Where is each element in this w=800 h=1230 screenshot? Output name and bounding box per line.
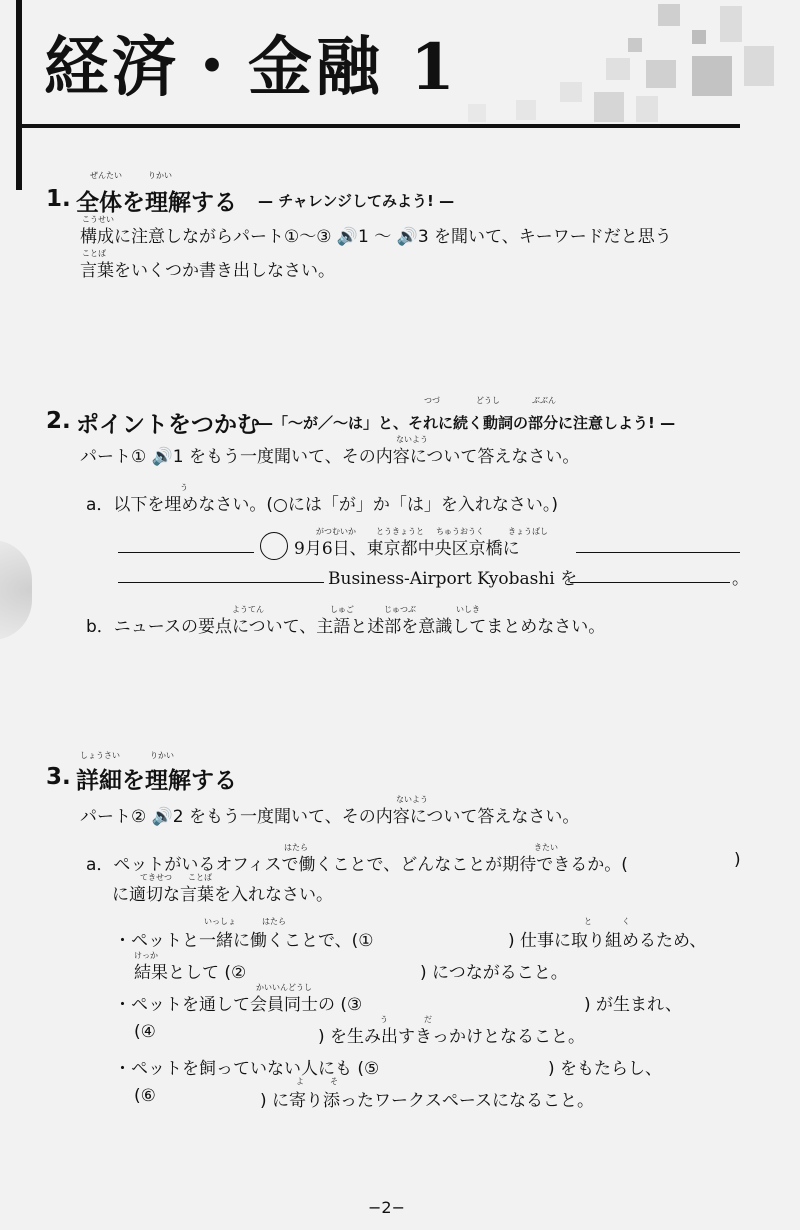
header-rule (16, 124, 740, 128)
section-title: 詳細を理解する (76, 768, 237, 794)
ruby: てきせつ (140, 873, 172, 882)
ruby: ぜんたい (90, 171, 122, 180)
blank-line[interactable] (570, 582, 730, 583)
particle-circle-blank[interactable] (260, 532, 288, 560)
ruby: じゅつぶ (384, 605, 416, 614)
fill-in-line-2: Business-Airport Kyobashi を (328, 569, 578, 589)
header-vertical-bar (16, 0, 22, 190)
section-number: 1. (46, 186, 71, 212)
bullet-2b-right: ) を生み出すきっかけとなること。 (318, 1027, 586, 1047)
ruby: こうせい (82, 215, 114, 224)
bullet-2-left: ・ペットを通して会員同士の (③ (114, 995, 363, 1015)
section-subtitle: —「〜が／〜は」と、それに続く動詞の部分に注意しよう! — (258, 414, 676, 432)
ruby: いっしょ (204, 917, 236, 926)
bullet-3b-right: ) に寄り添ったワークスペースになること。 (260, 1091, 595, 1111)
instruction-line: 言葉をいくつか書き出しなさい。 (80, 261, 335, 281)
ruby: しゅご (330, 605, 354, 614)
ruby: つづ (424, 396, 440, 405)
bullet-1b-left: 結果として (② (134, 963, 247, 983)
ruby: けっか (134, 951, 158, 960)
page-tab-shadow (0, 540, 32, 640)
bullet-2-right: ) が生まれ、 (584, 995, 683, 1015)
ruby: ぶぶん (532, 396, 556, 405)
section-number: 3. (46, 764, 71, 790)
ruby: ないよう (396, 435, 428, 444)
blank-line[interactable] (118, 552, 254, 553)
bullet-1b-right: ) につながること。 (420, 963, 568, 983)
ruby: がつむいか (316, 527, 356, 536)
bullet-2b-left: (④ (134, 1022, 156, 1042)
ruby: いしき (456, 605, 480, 614)
ruby: よ (296, 1077, 304, 1086)
instruction-line: パート① 🔊1 をもう一度聞いて、その内容について答えなさい。 (80, 447, 580, 467)
ruby: りかい (150, 751, 174, 760)
question-a: a．ペットがいるオフィスで働くことで、どんなことが期待できるか。( (86, 855, 628, 875)
ruby: ことば (82, 249, 106, 258)
ruby: とうきょうと (376, 527, 424, 536)
question-b: b．ニュースの要点について、主語と述部を意識してまとめなさい。 (86, 617, 606, 637)
section-number: 2. (46, 408, 71, 434)
bullet-1-left: ・ペットと一緒に働くことで、(① (114, 931, 374, 951)
ruby: かいいんどうし (256, 983, 312, 992)
ruby: きょうばし (508, 527, 548, 536)
ruby: う (380, 1015, 388, 1024)
ruby: だ (424, 1015, 432, 1024)
ruby: きたい (534, 843, 558, 852)
period: 。 (732, 569, 749, 589)
ruby: しょうさい (80, 751, 120, 760)
section-subtitle: — チャレンジしてみよう! — (258, 192, 455, 210)
blank-line[interactable] (118, 582, 324, 583)
ruby: はたら (262, 917, 286, 926)
ruby: う (180, 483, 188, 492)
blank-line[interactable] (576, 552, 740, 553)
page-number: −2− (368, 1198, 405, 1217)
ruby: そ (330, 1077, 338, 1086)
ruby: ことば (188, 873, 212, 882)
ruby: く (622, 917, 630, 926)
instruction-line: 構成に注意しながらパート①〜③ 🔊1 〜 🔊3 を聞いて、キーワードだと思う (80, 227, 672, 247)
ruby: ないよう (396, 795, 428, 804)
ruby: はたら (284, 843, 308, 852)
ruby: ようてん (232, 605, 264, 614)
section-title: 全体を理解する (76, 190, 237, 216)
ruby: ちゅうおうく (436, 527, 484, 536)
instruction-line: パート② 🔊2 をもう一度聞いて、その内容について答えなさい。 (80, 807, 580, 827)
bullet-3-right: ) をもたらし、 (548, 1059, 663, 1079)
question-a-continued: に適切な言葉を入れなさい。 (112, 885, 333, 905)
question-a: a．以下を埋めなさい。(○には「が」か「は」を入れなさい。) (86, 495, 559, 515)
bullet-3b-left: (⑥ (134, 1086, 156, 1106)
paren-close: ) (734, 850, 741, 870)
ruby: りかい (148, 171, 172, 180)
ruby: と (584, 917, 592, 926)
fill-in-line-1: 9月6日、東京都中央区京橋に (294, 539, 520, 559)
bullet-1-right: ) 仕事に取り組めるため、 (508, 931, 707, 951)
section-title: ポイントをつかむ (76, 412, 260, 438)
page-title: 経済・金融 1 (44, 30, 459, 105)
bullet-3-left: ・ペットを飼っていない人にも (⑤ (114, 1059, 380, 1079)
ruby: どうし (476, 396, 500, 405)
